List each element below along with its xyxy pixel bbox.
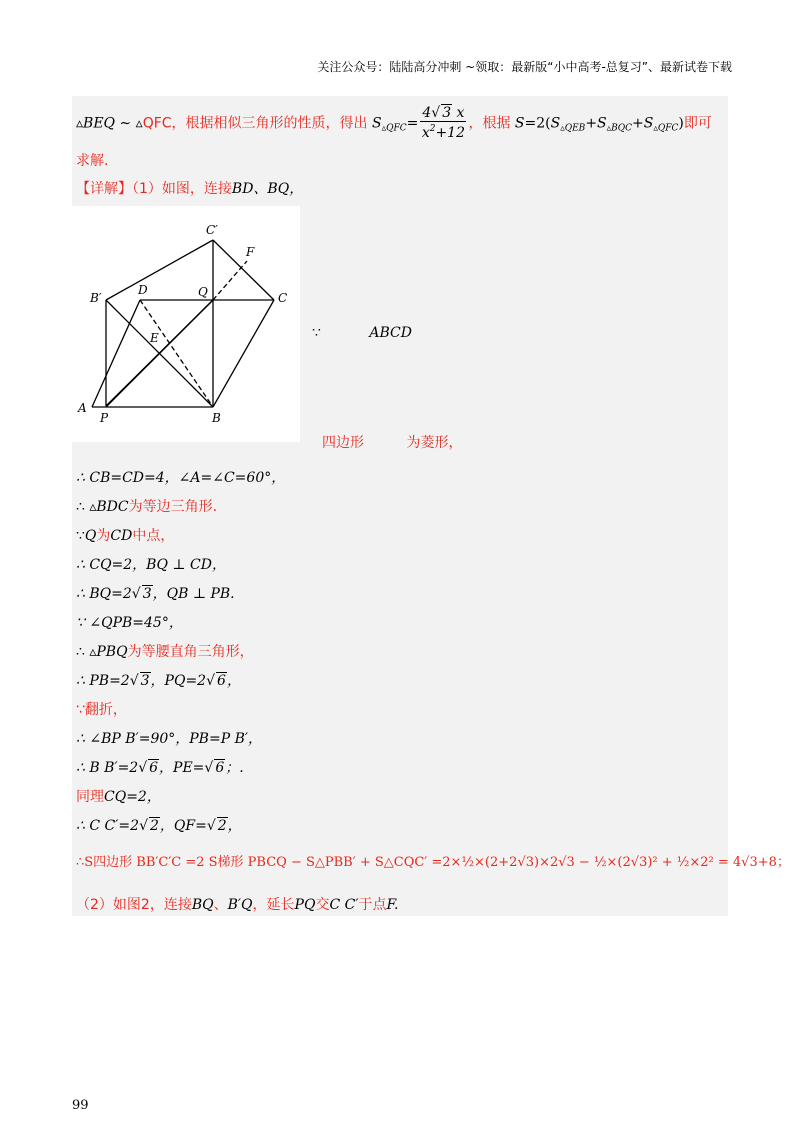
line-1: ▵BEQ ∼ ▵QFC，根据相似三角形的性质，得出 $S_{▵QFC}=$ $\frac{4√ 3 x}{x^2+12}$ ，根据 $S=2(S_{▵QEB}+S_{▵BQC}+S_{▵QFC})$即可 [76,105,712,141]
label-a: A [78,401,87,415]
label-c: C [278,291,288,305]
label-d: D [138,283,148,297]
detail-label: 【详解】 [76,181,132,197]
text-l3: （1）如图，连接 [132,181,232,197]
label-b-prime: B′ [90,291,102,305]
label-f: F [246,245,255,259]
geometry-figure [72,206,300,442]
line-9: ∴ BQ=2√ 3，QB ⊥ PB. [76,586,235,602]
line-15: ∴ B B′=2√ 6，PE=√ 6；. [76,760,244,776]
page-header: 关注公众号：陆陆高分冲刺 ~领取：最新版“小中高考-总复习”、最新试卷下载 [317,60,732,74]
rhombus-line [322,434,462,452]
label-p: P [100,411,109,425]
line-14: ∴ ∠BP B′=90°，PB=P B′， [76,731,263,747]
line-11: ∴ ▵PBQ为等腰直角三角形， [76,644,254,660]
text-l1-then: ，根据 [468,115,511,132]
rhombus-text-a: 四边形 [322,435,364,451]
text-l1-mid: QFC，根据相似三角形的性质，得出 [142,115,368,132]
line-18: ∴S四边形 BB′C′C =2 S梯形 PBCQ − S△PBB′ + S△CQC′ =2×½×(2+2√3)×2√3 − ½×(2√3)² + ½×2² = 4√3+8； [76,855,790,870]
line-8: ∴ CQ=2，BQ ⊥ CD， [76,557,226,573]
page-number: 99 [72,1098,89,1113]
text-l1-end: 即可 [683,115,712,132]
line-19: （2）如图2，连接BQ、B′Q，延长PQ交C C′于点F. [76,897,399,913]
figure-svg [72,206,300,442]
line-13: ∵翻折， [76,702,127,718]
because-abcd [312,324,412,342]
line-5: ∴ CB=CD=4，∠A=∠C=60°， [76,470,286,486]
fraction-area: $\frac{4√ 3 x}{x^2+12}$ [421,105,465,141]
line-17: ∴ C C′=2√ 2，QF=√ 2， [76,818,242,834]
label-e: E [150,331,159,345]
label-q: Q [198,285,208,299]
line-10: ∵ ∠QPB=45°， [76,615,183,631]
text-l1-prefix: BEQ ∼ [83,115,136,132]
line-6: ∴ ▵BDC为等边三角形. [76,499,218,515]
rhombus-text-b: 为菱形， [406,435,463,451]
line-2: 求解. [76,153,109,169]
because-symbol: ∵ [312,325,321,341]
solution-content [72,96,790,916]
label-c-prime: C′ [206,223,218,237]
line-12: ∴ PB=2√ 3，PQ=2√ 6， [76,673,241,689]
label-b: B [212,411,221,425]
math-l3: BD、BQ， [231,181,304,197]
line-7: ∵Q为CD中点， [76,528,175,544]
line-3 [76,180,303,198]
abcd-label: ABCD [369,325,412,341]
line-16: 同理CQ=2， [76,789,161,805]
